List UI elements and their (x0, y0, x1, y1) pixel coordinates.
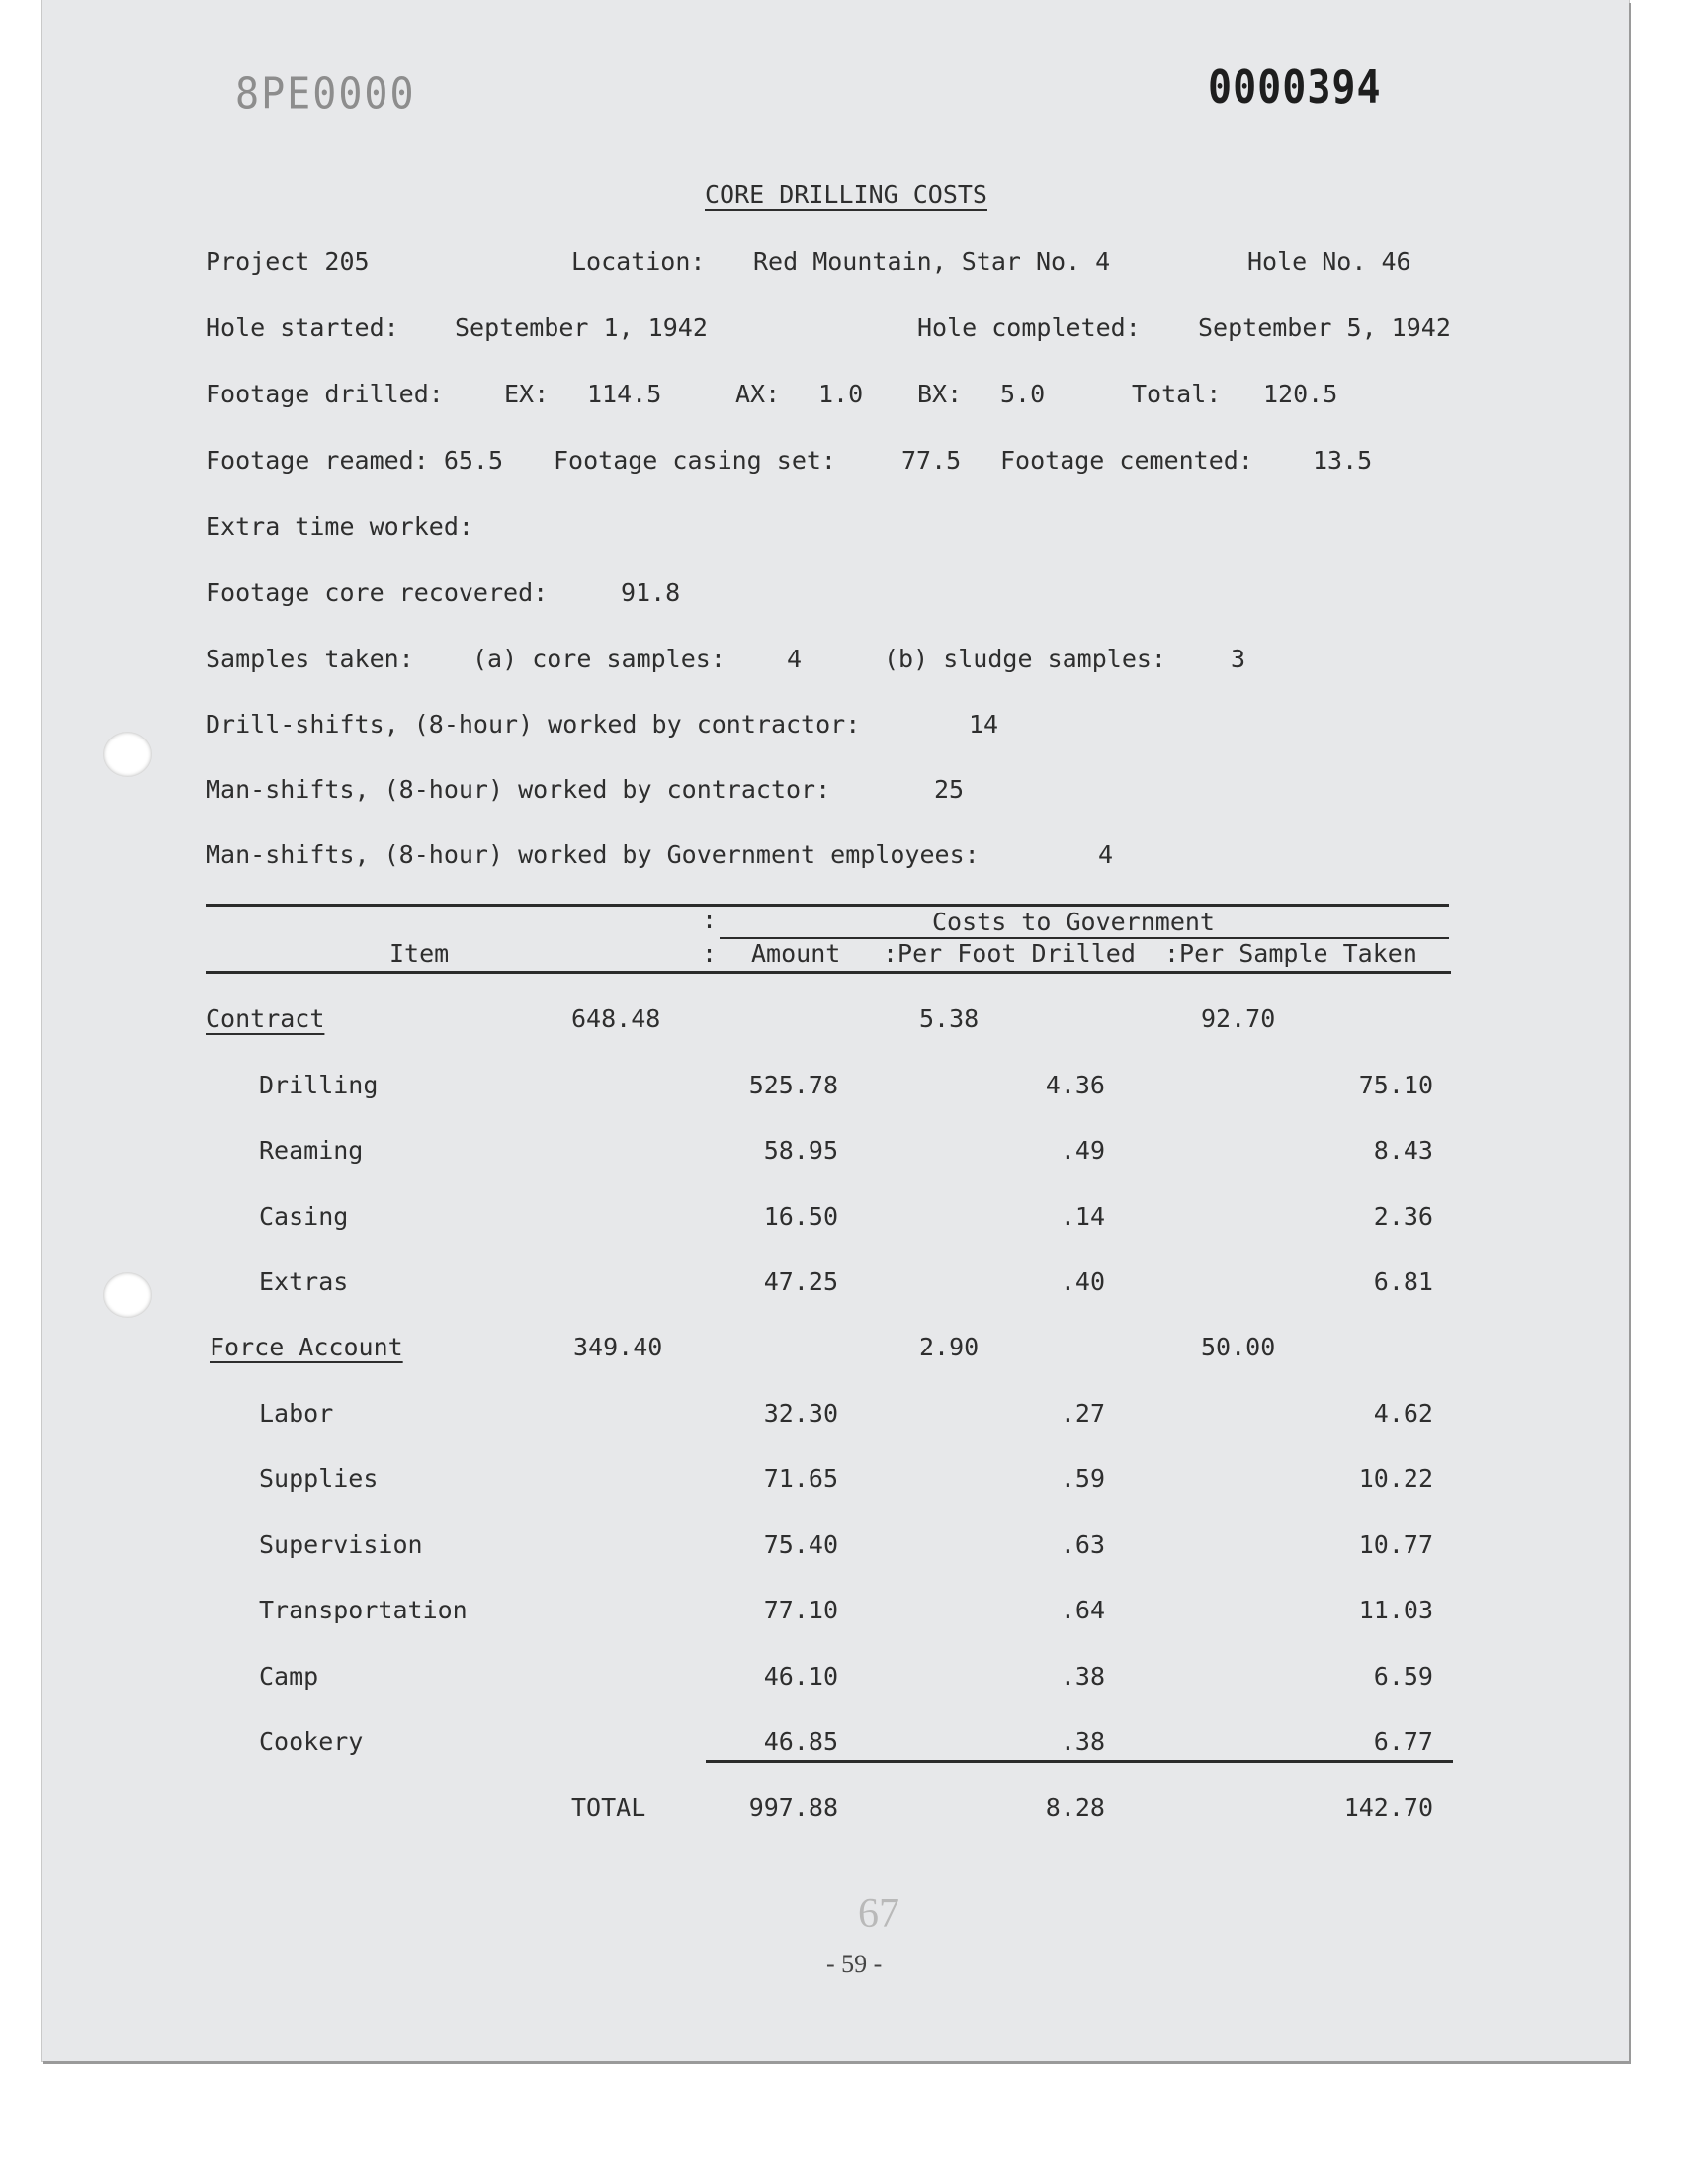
row-amount-camp: 46.10 (763, 1662, 838, 1691)
row-per-foot-supervision: .63 (1060, 1530, 1105, 1559)
samples-label: Samples taken: (206, 645, 414, 673)
row-per-sample-extras: 6.81 (1373, 1267, 1433, 1296)
row-label-cookery: Cookery (259, 1727, 364, 1756)
core-samples-label: (a) core samples: (472, 645, 726, 673)
ax-label: AX: (735, 380, 781, 408)
row-per-sample-supervision: 10.77 (1358, 1530, 1433, 1559)
total-footage-label: Total: (1132, 380, 1222, 408)
contract-per-sample: 92.70 (1201, 1004, 1276, 1033)
row-per-foot-transportation: .64 (1060, 1596, 1105, 1624)
table-header-item: Item (389, 939, 450, 968)
man-shifts-contractor-label: Man-shifts, (8-hour) worked by contractor: (206, 775, 831, 804)
row-per-sample-camp: 6.59 (1373, 1662, 1433, 1691)
row-per-sample-labor: 4.62 (1373, 1399, 1433, 1428)
drill-shifts-label: Drill-shifts, (8-hour) worked by contractor: (206, 710, 861, 739)
force-account-amount: 349.40 (573, 1333, 663, 1361)
total-per-sample: 142.70 (1343, 1793, 1433, 1822)
hole-completed-value: September 5, 1942 (1198, 313, 1451, 342)
row-per-sample-casing: 2.36 (1373, 1202, 1433, 1231)
row-label-transportation: Transportation (259, 1596, 468, 1624)
table-header-rule (206, 971, 1451, 974)
footage-cemented-label: Footage cemented: (1000, 446, 1253, 475)
row-amount-supervision: 75.40 (763, 1530, 838, 1559)
binder-hole-top (103, 732, 152, 777)
force-account-per-sample: 50.00 (1201, 1333, 1276, 1361)
total-per-foot: 8.28 (1045, 1793, 1105, 1822)
table-header-amount: Amount (751, 939, 841, 968)
row-amount-casing: 16.50 (763, 1202, 838, 1231)
total-rule (706, 1760, 1453, 1763)
page-title: CORE DRILLING COSTS (705, 180, 987, 209)
row-per-foot-supplies: .59 (1060, 1464, 1105, 1493)
row-amount-labor: 32.30 (763, 1399, 838, 1428)
total-footage-value: 120.5 (1263, 380, 1338, 408)
hole-number: Hole No. 46 (1247, 247, 1411, 276)
section-contract-label: Contract (206, 1004, 325, 1033)
row-per-sample-cookery: 6.77 (1373, 1727, 1433, 1756)
table-header-per-sample: :Per Sample Taken (1164, 939, 1417, 968)
man-shifts-government-label: Man-shifts, (8-hour) worked by Government employees: (206, 840, 980, 869)
row-per-foot-labor: .27 (1060, 1399, 1105, 1428)
core-recovered-value: 91.8 (621, 578, 681, 607)
row-per-foot-extras: .40 (1060, 1267, 1105, 1296)
row-amount-cookery: 46.85 (763, 1727, 838, 1756)
footage-casing-label: Footage casing set: (554, 446, 836, 475)
stamp-document-number: 0000394 (1208, 61, 1382, 115)
footage-casing-value: 77.5 (901, 446, 962, 475)
header-colon-2: : (702, 939, 718, 968)
stamp-number-faded: 8PE0000 (235, 68, 416, 120)
total-label: TOTAL (571, 1793, 646, 1822)
row-per-foot-reaming: .49 (1060, 1136, 1105, 1165)
row-label-drilling: Drilling (259, 1071, 379, 1099)
row-amount-supplies: 71.65 (763, 1464, 838, 1493)
row-amount-extras: 47.25 (763, 1267, 838, 1296)
bx-value: 5.0 (1000, 380, 1046, 408)
sludge-samples-label: (b) sludge samples: (884, 645, 1166, 673)
total-amount: 997.88 (748, 1793, 838, 1822)
core-samples-value: 4 (787, 645, 803, 673)
ax-value: 1.0 (818, 380, 864, 408)
row-amount-drilling: 525.78 (748, 1071, 838, 1099)
contract-per-foot: 5.38 (919, 1004, 980, 1033)
core-recovered-label: Footage core recovered: (206, 578, 549, 607)
ex-label: EX: (504, 380, 550, 408)
row-label-extras: Extras (259, 1267, 349, 1296)
row-label-reaming: Reaming (259, 1136, 364, 1165)
extra-time-label: Extra time worked: (206, 512, 473, 541)
hole-started-value: September 1, 1942 (455, 313, 708, 342)
table-header-group: Costs to Government (932, 908, 1215, 936)
row-per-sample-supplies: 10.22 (1358, 1464, 1433, 1493)
hole-started-label: Hole started: (206, 313, 399, 342)
hole-completed-label: Hole completed: (917, 313, 1141, 342)
location-value: Red Mountain, Star No. 4 (753, 247, 1111, 276)
row-per-sample-transportation: 11.03 (1358, 1596, 1433, 1624)
row-label-labor: Labor (259, 1399, 334, 1428)
contract-amount: 648.48 (571, 1004, 661, 1033)
row-label-supervision: Supervision (259, 1530, 423, 1559)
footage-drilled-label: Footage drilled: (206, 380, 444, 408)
man-shifts-contractor-value: 25 (934, 775, 965, 804)
ex-value: 114.5 (587, 380, 662, 408)
page-number: - 59 - (826, 1950, 883, 1978)
sludge-samples-value: 3 (1231, 645, 1246, 673)
binder-hole-bottom (103, 1272, 152, 1318)
row-per-sample-drilling: 75.10 (1358, 1071, 1433, 1099)
table-header-per-foot: :Per Foot Drilled (883, 939, 1136, 968)
force-account-per-foot: 2.90 (919, 1333, 980, 1361)
row-amount-reaming: 58.95 (763, 1136, 838, 1165)
footage-reamed: Footage reamed: 65.5 (206, 446, 504, 475)
row-per-foot-cookery: .38 (1060, 1727, 1105, 1756)
drill-shifts-value: 14 (969, 710, 999, 739)
section-force-account-label: Force Account (210, 1333, 403, 1361)
location-label: Location: (571, 247, 706, 276)
row-label-casing: Casing (259, 1202, 349, 1231)
header-colon-1: : (702, 906, 718, 934)
handwritten-mark: 67 (858, 1891, 899, 1937)
row-per-sample-reaming: 8.43 (1373, 1136, 1433, 1165)
row-per-foot-camp: .38 (1060, 1662, 1105, 1691)
table-top-rule (206, 904, 1449, 907)
row-label-camp: Camp (259, 1662, 319, 1691)
footage-cemented-value: 13.5 (1313, 446, 1373, 475)
row-per-foot-drilling: 4.36 (1045, 1071, 1105, 1099)
project-label: Project 205 (206, 247, 370, 276)
bx-label: BX: (917, 380, 963, 408)
row-amount-transportation: 77.10 (763, 1596, 838, 1624)
man-shifts-government-value: 4 (1098, 840, 1114, 869)
row-per-foot-casing: .14 (1060, 1202, 1105, 1231)
row-label-supplies: Supplies (259, 1464, 379, 1493)
